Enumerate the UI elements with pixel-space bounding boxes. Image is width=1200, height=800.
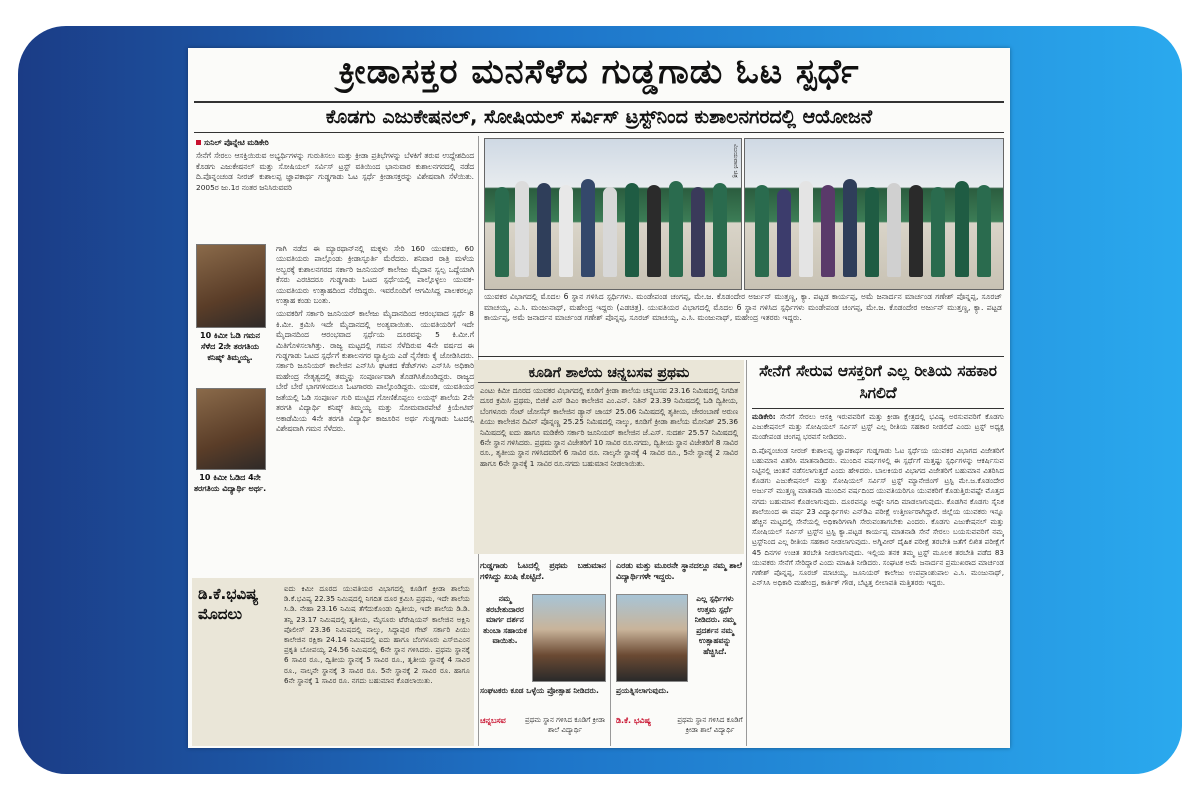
right-title-divider [752,408,1004,409]
quote-right-lead: ಎರಡು ಮತ್ತು ಮೂರನೇ ಸ್ಥಾನದಲ್ಲೂ ನಮ್ಮ ಶಾಲೆ ವಿದ್ಯಾರ್ಥಿಗಳೇ ಇದ್ದರು. [616,561,742,581]
kodige-body: ಎಂಟು ಕಿಮೀ ದೂರದ ಯುವಕರ ವಿಭಾಗದಲ್ಲಿ ಕೂಡಿಗೆ ಕ್ರೀಡಾ ಶಾಲೆಯ ಚನ್ನಬಸವ 23.16 ನಿಮಿಷದಲ್ಲಿ ನಿಗದಿತ ದೂರ ಕ್ರಮಿಸಿ ಪ್ರಥಮ, ಬಿಜಿಕೆ ಎಸ್ ಡಿಎಂ ಕಾಲೇಜಿನ ಎಂ.ಎನ್. ನಿತಿನ್ 23.39 ನಿಮಿಷದಲ್ಲಿ ಓಡಿ ದ್ವಿತೀಯ, ಬೆಂಗಳೂರು ಸೆಂಟ್ ಜೋಸೆಫ್ ಕಾಲೇಜಿನ ಡ್ಯಾನ್ ಜಾಯ್ 25.06 ನಿಮಿಷದಲ್ಲಿ ತೃತೀಯ, ಚೇರಂಬಾಣೆ ಅರುಣ ಪಿಯು ಕಾಲೇಜಿನ ದಿವಿನ್ ಪೊನ್ನಣ್ಣ 25.25 ನಿಮಿಷದಲ್ಲಿ ನಾಲ್ಕು, ಕೂಡಿಗೆ ಕ್ರೀಡಾ ಶಾಲೆಯ ಮೋನಿಶ್ 25.36 ನಿಮಿಷದಲ್ಲಿ ಐದು ಹಾಗೂ ಮಡಿಕೇರಿ ಸರ್ಕಾರಿ ಜೂನಿಯರ್ ಕಾಲೇಜಿನ ಜೆ.ಎಸ್. ಸುದರ್ಶ 25.57 ನಿಮಿಷದಲ್ಲಿ 6ನೇ ಸ್ಥಾನ ಗಳಿಸಿದರು. ಪ್ರಥಮ ಸ್ಥಾನ ವಿಜೇತರಿಗೆ 10 ಸಾವಿರ ರೂ.ನಗದು, ದ್ವಿತೀಯ ಸ್ಥಾನ ವಿಜೇತರಿಗೆ 8 ಸಾವಿರ ರೂ., ತೃತೀಯ ಸ್ಥಾನ ಗಳಿಸಿದವರಿಗೆ 6 ಸಾವಿರ ರೂ. ನಾಲ್ಕನೇ ಸ್ಥಾನಕ್ಕೆ 4 ಸಾವಿರ ರೂ., 5ನೇ ಸ್ಥಾನಕ್ಕೆ 2 ಸಾವಿರ ಹಾಗೂ 6ನೇ ಸ್ಥಾನಕ್ಕೆ 1 ಸಾವಿರ ರೂ.ನಗದು ಬಹುಮಾನ ನೀಡಲಾಯಿತು. [480,386,738,468]
kid2-caption: 10 ಕಿಮೀ ಓಡಿದ 4ನೇ ತರಗತಿಯ ವಿದ್ಯಾರ್ಥಿ ಅರ್ಥ. [193,473,267,493]
byline: ಸುನಿಲ್ ಪೊನ್ನೇಟಿ ಮಡಿಕೇರಿ [204,138,269,147]
newspaper-clipping [188,48,1010,748]
subhead-divider [194,132,1004,133]
photo-divider [478,356,1004,357]
right-article-body [752,412,1004,746]
left-para1: ಗಾಗಿ ನಡೆದ ಈ ಮ್ಯಾರಥಾನ್‌ನಲ್ಲಿ ಮಕ್ಕಳು ಸೇರಿ 160 ಯುವಕರು, 60 ಯುವತಿಯರು ಪಾಲ್ಗೊಂಡು ಕ್ರೀಡಾಸ್ಫೂರ್ತಿ ಮೆರೆದರು. ಶನಿವಾರ ರಾತ್ರಿ ಮಳೆಯ ಅಬ್ಬರಕ್ಕೆ ಕುಶಾಲನಗರದ ಸರ್ಕಾರಿ ಜೂನಿಯರ್ ಕಾಲೇಜು ಮೈದಾನ ಸ್ವಲ್ಪ ಒದ್ದೆಯಾಗಿ ಕೆಸರು ಎರಚಿದರೂ ಗುಡ್ಡಗಾಡು ಓಟದ ಸ್ಪರ್ಧೆಯಲ್ಲಿ ಪಾಲ್ಗೊಳ್ಳಲು ಯುವಕ-ಯುವತಿಯರು ಉತ್ಸಾಹದಿಂದ ನೆರೆದಿದ್ದರು. ಇವರೊಂದಿಗೆ ಆಗಮಿಸಿದ್ದ ಪಾಲಕರಲ್ಲೂ ಉತ್ಸಾಹ ಕಂಡು ಬಂತು. [276,244,474,306]
intro-text: ಸೇನೆಗೆ ಸೇರಲು ಆಸಕ್ತಿಯಿರುವ ಅಭ್ಯರ್ಥಿಗಳನ್ನು ಗುರುತಿಸಲು ಮತ್ತು ಕ್ರೀಡಾ ಪ್ರತಿಭೆಗಳನ್ನು ಬೆಳಕಿಗೆ ತರುವ ಉದ್ದೇಶದಿಂದ ಕೊಡಗು ಎಜುಕೇಷನಲ್ ಮತ್ತು ಸೋಷಿಯಲ್ ಸರ್ವಿಸ್ ಟ್ರಸ್ಟ್ ವತಿಯಿಂದ ಭಾನುವಾರ ಕುಶಾಲನಗರದಲ್ಲಿ ನಡೆದ ದಿ.ಪೊನ್ನಂಚಂಡ ನೀರಜ್ ಕುಶಾಲಪ್ಪ ಜ್ಞಾಪಕಾರ್ಥ ಗುಡ್ಡಗಾಡು ಓಟ ಸ್ಪರ್ಧೆ ಕ್ರೀಡಾಸಕ್ತರನ್ನು ವಿಶೇಷವಾಗಿ ಸೆಳೆಯಿತು. 2005ರ ಜು.1ರ ನಂತರ ಜನಿಸಿರುವವರಿ [196,151,474,192]
right-article-title: ಸೇನೆಗೆ ಸೇರುವ ಆಸಕ್ತರಿಗೆ ಎಲ್ಲ ರೀತಿಯ ಸಹಕಾರ ಸಿಗಲಿದೆ [759,362,997,402]
girls-group-photo [744,138,1004,290]
headline-divider [194,101,1004,103]
right-p2: ದಿ.ಪೊನ್ನಂಚಂಡ ನೀರಜ್ ಕುಶಾಲಪ್ಪ ಜ್ಞಾಪಕಾರ್ಥ ಗುಡ್ಡಗಾಡು ಓಟ ಸ್ಪರ್ಧೆಯ ಯುವಕರ ವಿಭಾಗದ ವಿಜೇತರಿಗೆ ಬಹುಮಾನ ವಿತರಿಸಿ ಮಾತನಾಡಿದರು. ಮುಂದಿನ ವರ್ಷಗಳಲ್ಲಿ ಈ ಸ್ಪರ್ಧೆಗೆ ಮತ್ತಷ್ಟು ಸ್ಪರ್ಧಿಗಳನ್ನು ಆಕರ್ಷಿಸುವ ನಿಟ್ಟಿನಲ್ಲಿ ಚಿಂತನೆ ನಡೆಸಲಾಗುತ್ತದೆ ಎಂದು ಹೇಳಿದರು. ಬಾಲಕಿಯರ ವಿಭಾಗದ ವಿಜೇತರಿಗೆ ಬಹುಮಾನ ವಿತರಿಸಿದ ಕೊಡಗು ಎಜುಕೇಷನಲ್ ಮತ್ತು ಸೋಷಿಯಲ್ ಸರ್ವಿಸ್ ಟ್ರಸ್ಟ್ ಮ್ಯಾನೇಜಿಂಗ್ ಟ್ರಸ್ಟಿ ಮೇ.ಜ.ಕೊಡಂದೇರ ಅರ್ಜುನ್ ಮುತ್ತಣ್ಣ ಮಾತನಾಡಿ ಮುಂದಿನ ವರ್ಷದಿಂದ ಯುವತಿಯರಿಗೂ ಯುವಕರಿಗೆ ಕೊಡುತ್ತಿರುವಷ್ಟೇ ಮೊತ್ತದ ನಗದು ಬಹುಮಾನ ಕೊಡಲಾಗುವುದು. ದೂರವನ್ನೂ ಅಷ್ಟೇ ನಿಗದಿ ಮಾಡಲಾಗುವುದು. ಕೊಡಗಿನ ಕೊಡಗು ಸೈನಿಕ ಶಾಲೆಯಿಂದ ಈ ವರ್ಷ 23 ವಿದ್ಯಾರ್ಥಿಗಳು ಎನ್‌ಡಿಎ ಪರೀಕ್ಷೆ ಉತ್ತೀರ್ಣರಾಗಿದ್ದಾರೆ. ಜಿಲ್ಲೆಯ ಯುವಕರು ಇನ್ನೂ ಹೆಚ್ಚಿನ ಮಟ್ಟದಲ್ಲಿ ಸೇನೆಯಲ್ಲಿ ಅಧಿಕಾರಿಗಳಾಗಿ ಸೇರುವಂತಾಗಬೇಕು ಎಂದರು. ಕೊಡಗು ಎಜುಕೇಷನಲ್ ಮತ್ತು ಸೋಷಿಯಲ್ ಸರ್ವಿಸ್ ಟ್ರಸ್ಟ್‌ನ ಟ್ರಸ್ಟಿ ಕ್ಯಾ.ಪಟ್ಟಡ ಕಾರ್ಯಪ್ಪ ಮಾತನಾಡಿ ಸೇನೆ ಸೇರಲು ಬಯಸುವವರಿಗೆ ನಮ್ಮ ಟ್ರಸ್ಟ್‌ನಿಂದ ಎಲ್ಲ ರೀತಿಯ ಸಹಕಾರ ನೀಡಲಾಗುವುದು. ಅಗ್ನಿವೀರ್ ದೈಹಿಕ ಪರೀಕ್ಷೆ ತರಬೇತಿ ಜತೆಗೆ ಲಿಖಿತ ಪರೀಕ್ಷೆಗೆ 45 ದಿನಗಳ ಉಚಿತ ತರಬೇತಿ ನೀಡಲಾಗುವುದು. ಇಲ್ಲಿಯ ತನಕ ತಮ್ಮ ಟ್ರಸ್ಟ್ ಮೂಲಕ ತರಬೇತಿ ಪಡೆದ 83 ಯುವಕರು ಸೇನೆಗೆ ಸೇರಿದ್ದಾರೆ ಎಂದು ಮಾಹಿತಿ ನೀಡಿದರು. ಸಂಘಟಕ ಅಮೆ ಜನಾರ್ದನ ಪ್ರಮುಖರಾದ ಮಾರ್ಚಂಡ ಗಣೇಶ್ ಪೊನ್ನಪ್ಪ, ಸೂರಜ್ ಮಾಚಯ್ಯ, ಜೂನಿಯರ್ ಕಾಲೇಜು ಉಪಪ್ರಾಂಶುಪಾಲ ಎ.ಸಿ. ಮಂಜುನಾಥ್, ಎನ್‌ಸಿಸಿ ಅಧಿಕಾರಿ ಮಹೇಂದ್ರ, ಕಾರ್ತಿಕ್ ಗೌಡ, ಬೆಟ್ಟತ್ತ ಲೀಲಾವತಿ ಮತ್ತಿತರರು ಇದ್ದರು. [752,445,1004,588]
channabasava-portrait [532,594,606,682]
quote-left-desc: ಪ್ರಥಮ ಸ್ಥಾನ ಗಳಿಸಿದ ಕೂಡಿಗೆ ಕ್ರೀಡಾ ಶಾಲೆ ವಿದ್ಯಾರ್ಥಿ [524,716,606,734]
photo-credit: ವಿಜಯವಾಣಿ ಚಿತ್ರ [732,144,739,178]
quote-right-side: ಎಲ್ಲ ಸ್ಪರ್ಧಿಗಳು ಉತ್ತಮ ಸ್ಪರ್ಧೆ ನೀಡಿದರು. ನಮ್ಮ ಪ್ರದರ್ಶನ ನಮ್ಮ ಉತ್ಸಾಹವನ್ನು ಹೆಚ್ಚಿಸಿದೆ. [694,594,736,656]
headline: ಕ್ರೀಡಾಸಕ್ತರ ಮನಸೆಳೆದ ಗುಡ್ಡಗಾಡು ಓಟ ಸ್ಪರ್ಧೆ [338,52,860,92]
quote-left-lead: ಗುಡ್ಡಗಾಡು ಓಟದಲ್ಲಿ ಪ್ರಥಮ ಬಹುಮಾನ ಗಳಿಸಿದ್ದು ಖುಷಿ ಕೊಟ್ಟಿದೆ. [480,561,606,581]
quote-divider [610,560,611,746]
kodige-title: ಕೂಡಿಗೆ ಶಾಲೆಯ ಚನ್ನಬಸವ ಪ್ರಥಮ [478,364,740,383]
boys-group-photo [484,138,742,290]
quote-right-name: ಡಿ.ಕೆ. ಭವಿಷ್ಯ [616,716,651,725]
bhavishya-body: ಐದು ಕಿಮೀ ದೂರದ ಯುವತಿಯರ ವಿಭಾಗದಲ್ಲಿ ಕೂಡಿಗೆ ಕ್ರೀಡಾ ಶಾಲೆಯ ಡಿ.ಕೆ.ಭವಿಷ್ಯ 22.35 ನಿಮಿಷದಲ್ಲಿ ನಿಗದಿತ ದೂರ ಕ್ರಮಿಸಿ ಪ್ರಥಮ, ಇದೇ ಶಾಲೆಯ ಸಿ.ಡಿ. ನೇಹಾ 23.16 ನಿಮಿಷ ತೆಗೆದುಕೊಂಡು ದ್ವಿತೀಯ, ಇದೇ ಶಾಲೆಯ ಡಿ.ಡಿ. ತನ್ವಿ 23.17 ನಿಮಿಷದಲ್ಲಿ ತೃತೀಯ, ಮೈಸೂರು ಟೆರೇಷಿಯನ್ ಕಾಲೇಜಿನ ಅಕ್ಷಿನಿ ಪೊಲೀಸ್ 23.36 ನಿಮಿಷದಲ್ಲಿ ನಾಲ್ಕು, ಸಿದ್ದಾಪುರ ಗೇಟ್ ಸರ್ಕಾರಿ ಪಿಯು ಕಾಲೇಜಿನ ರಕ್ಷಿಕಾ 24.14 ನಿಮಿಷದಲ್ಲಿ ಐದು ಹಾಗೂ ಬೆಂಗಳೂರು ಎಸ್‌ಬಿಎಂನ ಪ್ರಕೃತಿ ಬೋಪಯ್ಯ 24.56 ನಿಮಿಷದಲ್ಲಿ 6ನೇ ಸ್ಥಾನ ಗಳಿಸಿದರು. ಪ್ರಥಮ ಸ್ಥಾನಕ್ಕೆ 6 ಸಾವಿರ ರೂ., ದ್ವಿತೀಯ ಸ್ಥಾನಕ್ಕೆ 5 ಸಾವಿರ ರೂ., ತೃತೀಯ ಸ್ಥಾನಕ್ಕೆ 4 ಸಾವಿರ ರೂ., ನಾಲ್ಕನೇ ಸ್ಥಾನಕ್ಕೆ 3 ಸಾವಿರ ರೂ. 5ನೇ ಸ್ಥಾನಕ್ಕೆ 2 ಸಾವಿರ ರೂ. ಹಾಗೂ 6ನೇ ಸ್ಥಾನಕ್ಕೆ 1 ಸಾವಿರ ರೂ. ನಗದು ಬಹುಮಾನ ಕೊಡಲಾಯಿತು. [284,584,470,685]
quote-right-tail: ಪ್ರಯತ್ನಿಸಲಾಗುವುದು. [616,686,669,695]
bhavishya-portrait [616,594,688,682]
left-body [276,244,474,578]
right-divider [746,360,747,746]
photo-caption: ಯುವಕರ ವಿಭಾಗದಲ್ಲಿ ಮೊದಲ 6 ಸ್ಥಾನ ಗಳಿಸಿದ ಸ್ಪರ್ಧಿಗಳು. ಮಂಡೇಪಂಡ ಚಂಗಪ್ಪ, ಮೇ.ಜ. ಕೊಡಂದೇರ ಅರ್ಜುನ್ ಮುತ್ತಣ್ಣ, ಕ್ಯಾ. ಪಟ್ಟಡ ಕಾರ್ಯಪ್ಪ, ಅಮೆ ಜನಾರ್ದನ ಮಾರ್ಚಂಡ ಗಣೇಶ್ ಪೊನ್ನಪ್ಪ, ಸೂರಜ್ ಮಾಚಯ್ಯ, ಎ.ಸಿ. ಮಂಜುನಾಥ್, ಮಹೇಂದ್ರ ಇದ್ದರು (ಎಡಚಿತ್ರ). ಯುವತಿಯರ ವಿಭಾಗದಲ್ಲಿ ಮೊದಲ 6 ಸ್ಥಾನ ಗಳಿಸಿದ ಸ್ಪರ್ಧಿಗಳು ಮಂಡೇಪಂಡ ಚಂಗಪ್ಪ, ಮೇ.ಜ. ಕೊಡಂದೇರ ಅರ್ಜುನ್ ಮುತ್ತಣ್ಣ, ಕ್ಯಾ. ಪಟ್ಟಡ ಕಾರ್ಯಪ್ಪ, ಅಮೆ ಜನಾರ್ದನ ಮಾರ್ಚಂಡ ಗಣೇಶ್ ಪೊನ್ನಪ್ಪ, ಸೂರಜ್ ಮಾಚಯ್ಯ, ಎ.ಸಿ. ಮಂಜುನಾಥ್, ಮಹೇಂದ್ರ ಇತರರು ಇದ್ದರು. [484,292,1002,323]
right-p1: ಸೇನೆಗೆ ಸೇರಲು ಆಸಕ್ತಿ ಇರುವವರಿಗೆ ಮತ್ತು ಕ್ರೀಡಾ ಕ್ಷೇತ್ರದಲ್ಲಿ ಭವಿಷ್ಯ ಅರಸುವವರಿಗೆ ಕೊಡಗು ಎಜುಕೇಷನಲ್ ಮತ್ತು ಸೋಷಿಯಲ್ ಸರ್ವಿಸ್ ಟ್ರಸ್ಟ್ ಎಲ್ಲ ರೀತಿಯ ಸಹಕಾರ ನೀಡಲಿದೆ ಎಂದು ಟ್ರಸ್ಟ್ ಅಧ್ಯಕ್ಷ ಮಂಡೇಪಂಡ ಚಂಗಪ್ಪ ಭರವಸೆ ನೀಡಿದರು. [752,412,1004,442]
kid2-photo [196,388,266,470]
quote-left-side: ನಮ್ಮ ತರಬೇತುದಾರರ ಮಾರ್ಗ ದರ್ಶನ ತುಂಬಾ ಸಹಾಯಕ ವಾಯಿತು. [483,594,527,646]
quote-right-desc: ಪ್ರಥಮ ಸ್ಥಾನ ಗಳಿಸಿದ ಕೂಡಿಗೆ ಕ್ರೀಡಾ ಶಾಲೆ ವಿದ್ಯಾರ್ಥಿ [677,716,743,734]
quote-left-name: ಚನ್ನಬಸವ [480,716,506,725]
left-intro [196,138,474,238]
left-para2: ಯುವಕರಿಗೆ ಸರ್ಕಾರಿ ಜೂನಿಯರ್ ಕಾಲೇಜು ಮೈದಾನದಿಂದ ಆರಂಭವಾದ ಸ್ಪರ್ಧೆ 8 ಕಿ.ಮೀ. ಕ್ರಮಿಸಿ ಇದೇ ಮೈದಾನದಲ್ಲಿ ಅಂತ್ಯವಾಯಿತು. ಯುವತಿಯರಿಗೆ ಇದೇ ಮೈದಾನದಿಂದ ಆರಂಭವಾದ ಸ್ಪರ್ಧೆಯ ದೂರವನ್ನು 5 ಕಿ.ಮೀ.ಗೆ ಮಿತಿಗೊಳಿಸಲಾಗಿತ್ತು. ರಾಜ್ಯ ಮಟ್ಟದಲ್ಲಿ ಗಮನ ಸೆಳೆದಿರುವ 4ನೇ ವರ್ಷದ ಈ ಗುಡ್ಡಗಾಡು ಓಟದ ಸ್ಪರ್ಧೆಗೆ ಕುಶಾಲನಗರ ವ್ಯಾಪ್ತಿಯ ಎಡೆ ನೈಸೆಕರು ಕೈ ಜೋಡಿಸಿದರು. ಸರ್ಕಾರಿ ಜೂನಿಯರ್ ಕಾಲೇಜಿನ ಎನ್‌ಸಿಸಿ ಘಟಕದ ಕೆಡೆಟ್‌ಗಳು ಎನ್‌ಸಿಸಿ ಅಧಿಕಾರಿ ಮಹೇಂದ್ರ ನೇತೃತ್ವದಲ್ಲಿ ತಮ್ಮನ್ನು ಸಂಪೂರ್ಣವಾಗಿ ತೊಡಗಿಸಿಕೊಂಡಿದ್ದರು. ರಾಜ್ಯದ ಬೇರೆ ಬೇರೆ ಭಾಗಗಳಿಂದಲೂ ಓಟಗಾರರು ಪಾಲ್ಗೊಂಡಿದ್ದರು. ಯುವಕ, ಯುವತಿಯರ ಜತೆಯಲ್ಲಿ ಓಡಿ ಸಂಪೂರ್ಣ ಗುರಿ ಮುಟ್ಟಿದ ಗೋಣಿಕೊಪ್ಪಲು ಲಯನ್ಸ್ ಶಾಲೆಯ 2ನೇ ತರಗತಿ ವಿದ್ಯಾರ್ಥಿ ಕನಿಷ್ಕ್ ತಿಮ್ಮಯ್ಯ ಮತ್ತು ಸೋಮವಾರಪೇಟೆ ಕ್ರಿಯೇಟಿವ್ ಅಕಾಡೆಮಿಯ 4ನೇ ತರಗತಿ ವಿದ್ಯಾರ್ಥಿ ಕಾಜೂರಿನ ಅರ್ಥ ಗುಡ್ಡಗಾಡು ಓಟದಲ್ಲಿ ವಿಶೇಷವಾಗಿ ಗಮನ ಸೆಳೆದರು. [276,309,474,433]
subheadline: ಕೊಡಗು ಎಜುಕೇಷನಲ್, ಸೋಷಿಯಲ್ ಸರ್ವಿಸ್ ಟ್ರಸ್ಟ್‌ನಿಂದ ಕುಶಾಲನಗರದಲ್ಲಿ ಆಯೋಜನೆ [325,106,873,128]
bhavishya-title: ಡಿ.ಕೆ.ಭವಿಷ್ಯ ಮೊದಲು [198,585,259,623]
kid1-caption: 10 ಕಿಮೀ ಓಡಿ ಗಮನ ಸೆಳೆದ 2ನೇ ತರಗತಿಯ ಕನಿಷ್ಕ್ ತಿಮ್ಮಯ್ಯ. [200,331,260,362]
right-dateline: ಮಡಿಕೇರಿ: [752,412,776,421]
quote-left-tail: ಸಂಘಟಕರು ಕೂಡ ಒಳ್ಳೆಯ ಪ್ರೋತ್ಸಾಹ ನೀಡಿದರು. [480,686,599,695]
kid1-photo [196,244,266,328]
